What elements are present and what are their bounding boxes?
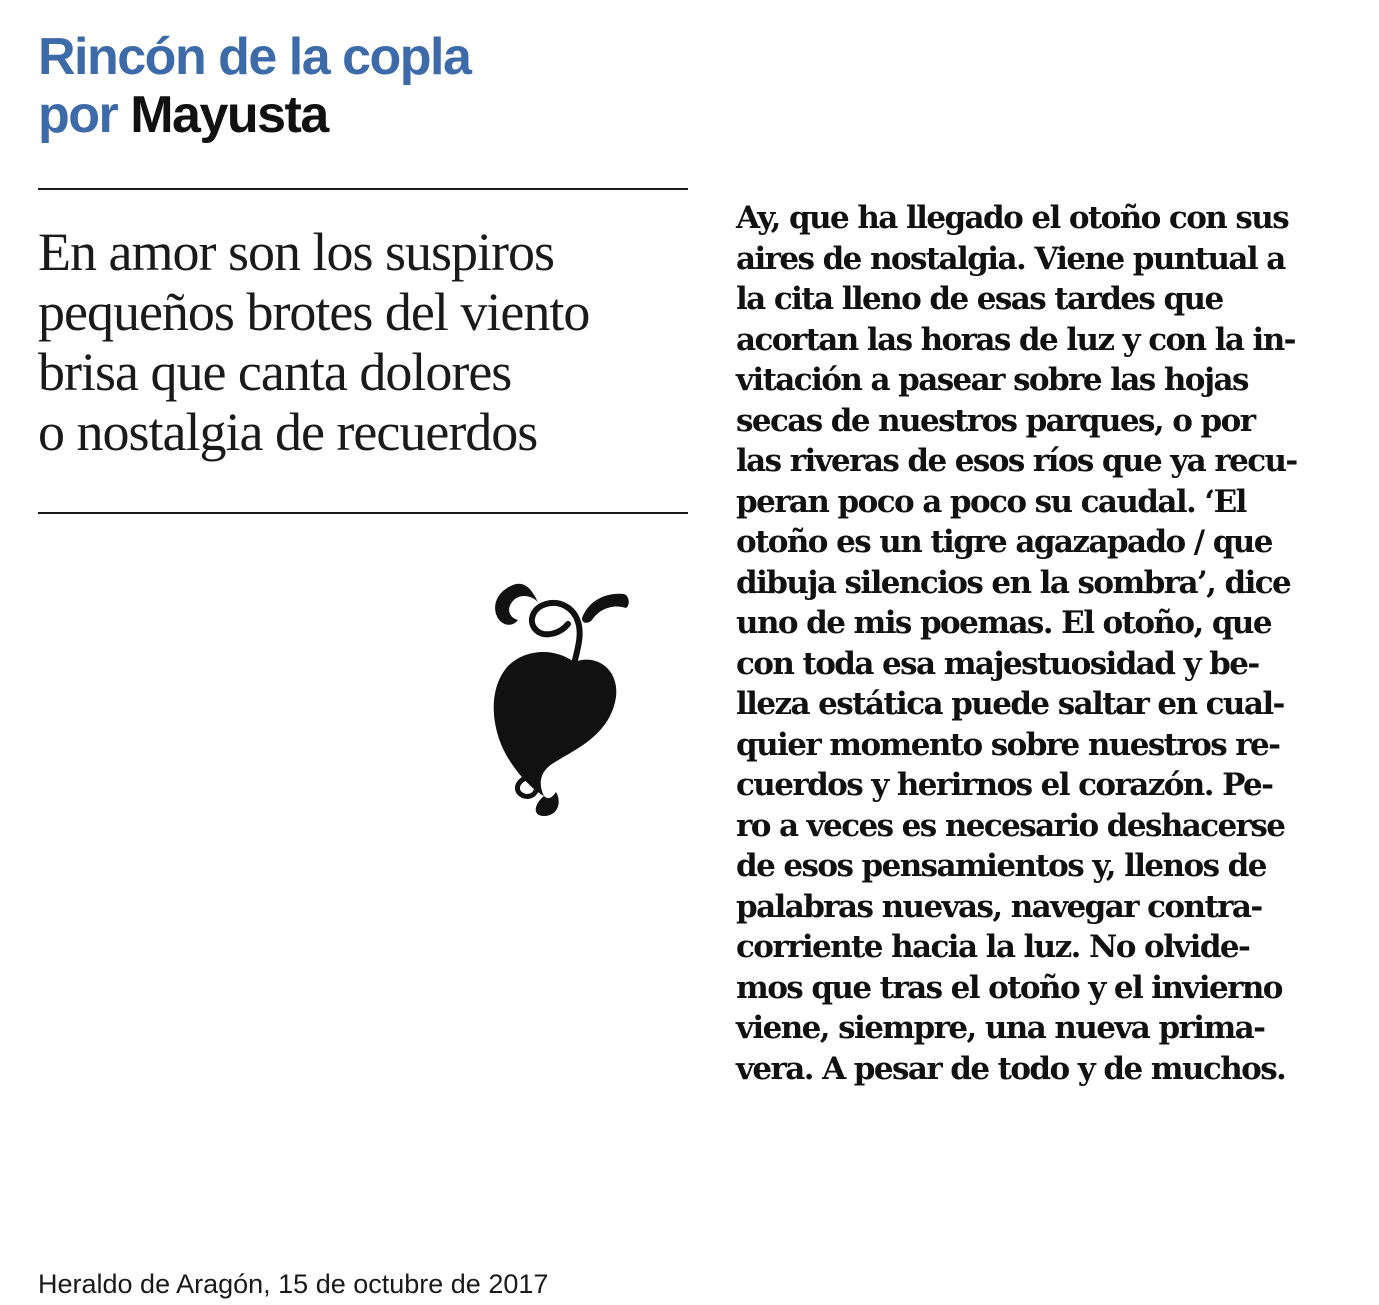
verse-line: En amor son los suspiros [38,222,554,282]
column-header [38,28,470,144]
article-line: quier momento sobre nuestros re- [736,726,1280,763]
article-line: corriente hacia la luz. No olvide- [736,929,1250,965]
article-line: de esos pensamientos y, llenos de [736,848,1266,884]
verse-line: brisa que canta dolores [38,342,512,402]
divider-bottom [38,512,688,514]
article-line: uno de mis poemas. El otoño, que [736,605,1271,641]
verse-line: o nostalgia de recuerdos [38,402,538,462]
article-line: dibuja silencios en la sombra’, dice [736,564,1291,601]
byline-prefix: por [38,86,118,144]
column-title-text: Rincón de la copla [38,28,471,86]
article-line: con toda esa majestuosidad y be- [736,645,1259,682]
article-line: acortan las horas de luz y con la in- [736,321,1295,358]
heart-leaf-ornament-icon [478,578,648,818]
article-body [736,198,1336,1089]
column-title [38,28,470,86]
article-line: vitación a pasear sobre las hojas [736,362,1248,398]
article-line: Ay, que ha llegado el otoño con sus [736,200,1289,236]
article-line: mos que tras el otoño y el invierno [736,969,1282,1006]
article-line: peran poco a poco su caudal. ‘El [736,483,1246,520]
verse-line: pequeños brotes del viento [38,282,590,342]
byline-author: Mayusta [130,86,328,144]
article-line: la cita lleno de esas tardes que [736,281,1223,317]
article-line: palabras nuevas, navegar contra- [736,888,1262,925]
source-credit: Heraldo de Aragón, 15 de octubre de 2017 [38,1269,549,1299]
article-line: viene, siempre, una nueva prima- [736,1010,1265,1046]
article-line: ro a veces es necesario deshacerse [736,807,1285,844]
article-line: vera. A pesar de todo y de muchos. [736,1050,1286,1087]
copla-verse [38,222,698,462]
article-line: las riveras de esos ríos que ya recu- [736,443,1297,479]
divider-top [38,188,688,190]
article-line: secas de nuestros parques, o por [736,402,1255,439]
byline [38,86,470,144]
article-line: cuerdos y herirnos el corazón. Pe- [736,767,1273,803]
article-line: lleza estática puede saltar en cual- [736,686,1284,722]
article-line: otoño es un tigre agazapado / que [736,524,1272,560]
article-line: aires de nostalgia. Viene puntual a [736,240,1285,277]
